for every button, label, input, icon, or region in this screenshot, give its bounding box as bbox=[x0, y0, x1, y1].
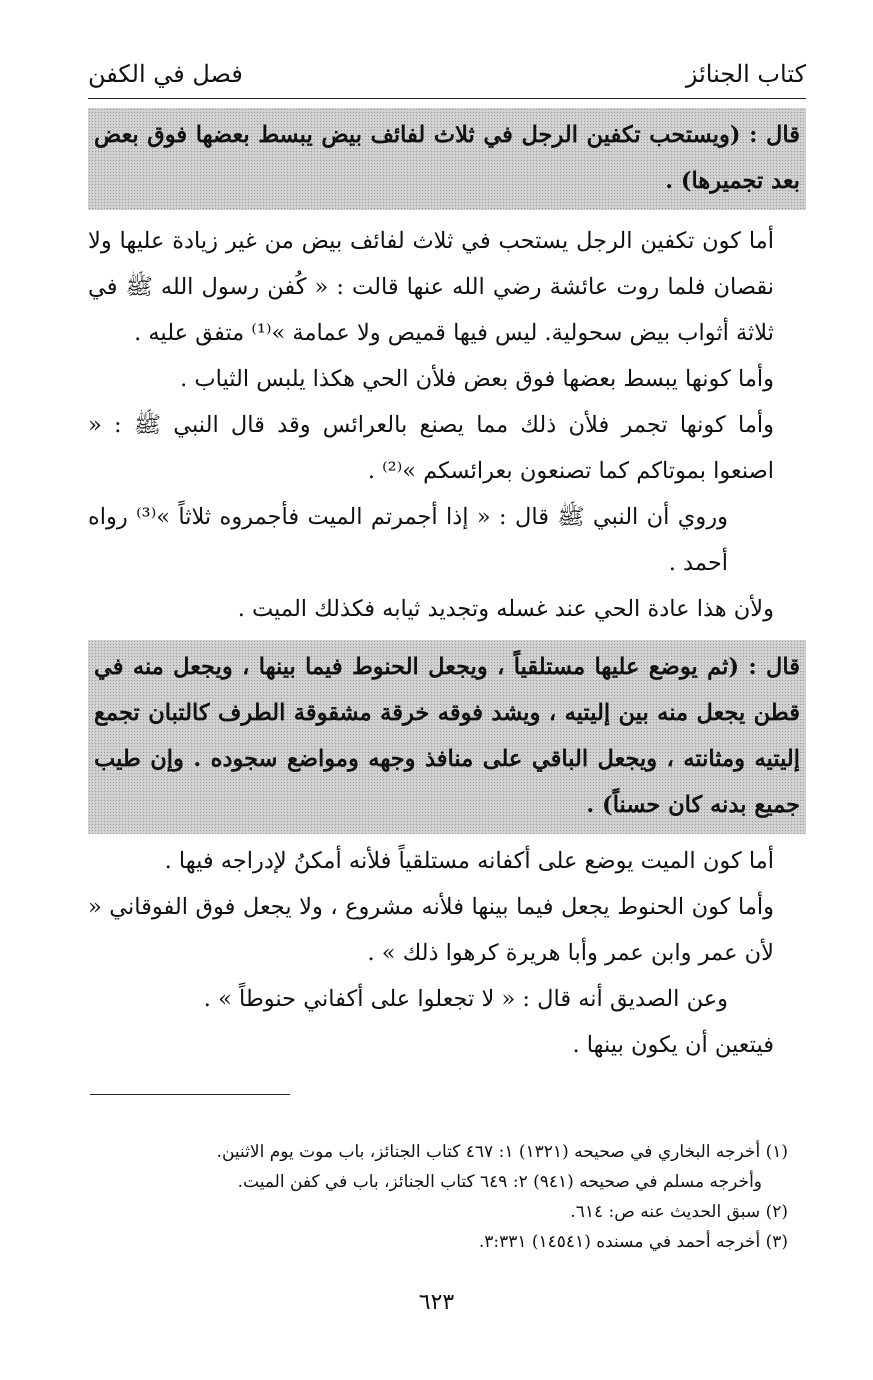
footnote: (٢) سبق الحديث عنه ص: ٦١٤. bbox=[570, 1202, 788, 1222]
commentary-paragraph: وعن الصديق أنه قال : « لا تجعلوا على أكفاني حنوطاً » . bbox=[203, 986, 728, 1012]
commentary-paragraph: وأما كون الحنوط يجعل فيما بينها فلأنه مشروع ، ولا يجعل فوق الفوقاني « لأن عمر وابن عمر وأبا هريرة كرهوا ذلك » . bbox=[88, 894, 774, 966]
commentary-paragraph: وأما كونها يبسط بعضها فوق بعض فلأن الحي هكذا يلبس الثياب . bbox=[180, 366, 774, 392]
commentary-paragraph: أما كون الميت يوضع على أكفانه مستلقياً فلأنه أمكنُ لإدراجه فيها . bbox=[164, 848, 774, 874]
page-body bbox=[88, 108, 806, 1068]
page-number: ٦٢٣ bbox=[418, 1290, 455, 1315]
matn-block: قال : (ثم يوضع عليها مستلقياً ، ويجعل الحنوط فيما بينها ، ويجعل منه في قطن يجعل منه بين إليتيه ، ويشد فوقه خرقة مشقوقة الطرف كالتبان تجمع إليتيه ومثانته ، ويجعل الباقي على منافذ وجهه ومواضع سجوده . وإن طيب جميع بدنه كان حسناً) . bbox=[88, 640, 806, 834]
commentary-paragraph: وروي أن النبي ﷺ قال : « إذا أجمرتم الميت فأجمروه ثلاثاً »⁽³⁾ رواه أحمد . bbox=[88, 504, 729, 576]
matn-block: قال : (ويستحب تكفين الرجل في ثلاث لفائف بيض يبسط بعضها فوق بعض بعد تجميرها) . bbox=[88, 108, 806, 210]
book-title: كتاب الجنائز bbox=[685, 60, 806, 88]
commentary-paragraph: وأما كونها تجمر فلأن ذلك مما يصنع بالعرائس وقد قال النبي ﷺ : « اصنعوا بموتاكم كما تصنعون بعرائسكم »⁽²⁾ . bbox=[88, 412, 774, 484]
chapter-title: فصل في الكفن bbox=[88, 60, 243, 88]
running-header bbox=[88, 58, 806, 99]
footnote-continuation: وأخرجه مسلم في صحيحه (٩٤١) ٢: ٦٤٩ كتاب الجنائز، باب في كفن الميت. bbox=[237, 1172, 762, 1192]
commentary-paragraph: فيتعين أن يكون بينها . bbox=[572, 1032, 774, 1058]
commentary-paragraph: ولأن هذا عادة الحي عند غسله وتجديد ثيابه فكذلك الميت . bbox=[237, 596, 774, 622]
footnotes bbox=[88, 1137, 788, 1257]
footnote: (٣) أخرجه أحمد في مسنده (١٤٥٤١) ٣:٣٣١. bbox=[478, 1232, 788, 1252]
footnote: (١) أخرجه البخاري في صحيحه (١٣٢١) ١: ٤٦٧ كتاب الجنائز، باب موت يوم الاثنين. bbox=[216, 1142, 788, 1162]
footnote-separator bbox=[90, 1094, 290, 1095]
commentary-paragraph: أما كون تكفين الرجل يستحب في ثلاث لفائف بيض من غير زيادة عليها ولا نقصان فلما روت عائشة رضي الله عنها قالت : « كُفن رسول الله ﷺ في ثلاثة أثواب بيض سحولية. ليس فيها قميص ولا عمامة »⁽¹⁾ متفق عليه . bbox=[88, 228, 774, 346]
